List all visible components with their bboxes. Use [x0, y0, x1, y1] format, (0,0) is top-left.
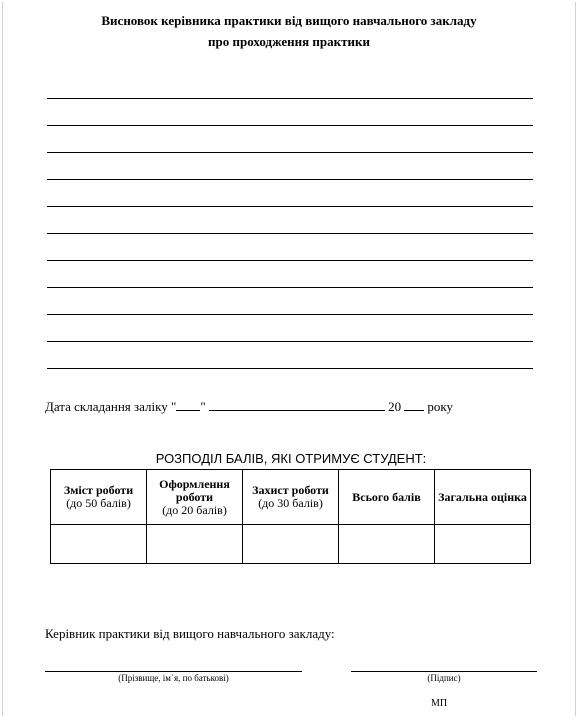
- writing-line: [47, 315, 533, 342]
- writing-line: [47, 342, 533, 369]
- year-blank[interactable]: [404, 398, 424, 411]
- header-defense: Захист роботи (до 30 балів): [243, 470, 339, 525]
- points-distribution-heading: РОЗПОДІЛ БАЛІВ, ЯКІ ОТРИМУЄ СТУДЕНТ:: [155, 451, 427, 466]
- header-grade: Загальна оцінка: [435, 470, 531, 525]
- writing-line: [47, 126, 533, 153]
- document-page: [2, 2, 576, 716]
- title-line-1: Висновок керівника практики від вищого навчального закладу: [101, 13, 477, 28]
- name-line[interactable]: [45, 670, 302, 672]
- page-title: [3, 10, 575, 52]
- year-suffix: року: [427, 399, 454, 414]
- cell-content-score[interactable]: [51, 525, 147, 564]
- signature-line[interactable]: [351, 670, 537, 672]
- day-blank[interactable]: [176, 398, 200, 411]
- writing-line: [47, 207, 533, 234]
- header-total: Всього балів: [339, 470, 435, 525]
- credit-date-row: [45, 398, 545, 415]
- cell-overall-grade[interactable]: [435, 525, 531, 564]
- title-line-2: про проходження практики: [208, 34, 370, 49]
- month-blank[interactable]: [209, 398, 385, 411]
- cell-total-score[interactable]: [339, 525, 435, 564]
- points-table: [50, 469, 531, 564]
- table-row: [51, 525, 531, 564]
- supervisor-label: Керівник практики від вищого навчального закладу:: [45, 626, 335, 641]
- cell-formatting-score[interactable]: [147, 525, 243, 564]
- date-label: Дата складання заліку ": [45, 399, 177, 414]
- writing-line: [47, 153, 533, 180]
- date-quote-close: ": [200, 399, 206, 414]
- stamp-place: МП: [431, 698, 448, 709]
- name-caption: (Прізвище, ім`я, по батькові): [118, 673, 229, 683]
- header-formatting: Оформлення роботи (до 20 балів): [147, 470, 243, 525]
- writing-line: [47, 99, 533, 126]
- cell-defense-score[interactable]: [243, 525, 339, 564]
- signature-caption: (Підпис): [427, 673, 461, 683]
- table-header-row: [51, 470, 531, 525]
- writing-line: [47, 261, 533, 288]
- writing-line: [47, 234, 533, 261]
- year-prefix: 20: [388, 399, 402, 414]
- writing-line: [47, 180, 533, 207]
- writing-line: [47, 288, 533, 315]
- header-content: Зміст роботи (до 50 балів): [51, 470, 147, 525]
- conclusion-lines: [47, 98, 533, 369]
